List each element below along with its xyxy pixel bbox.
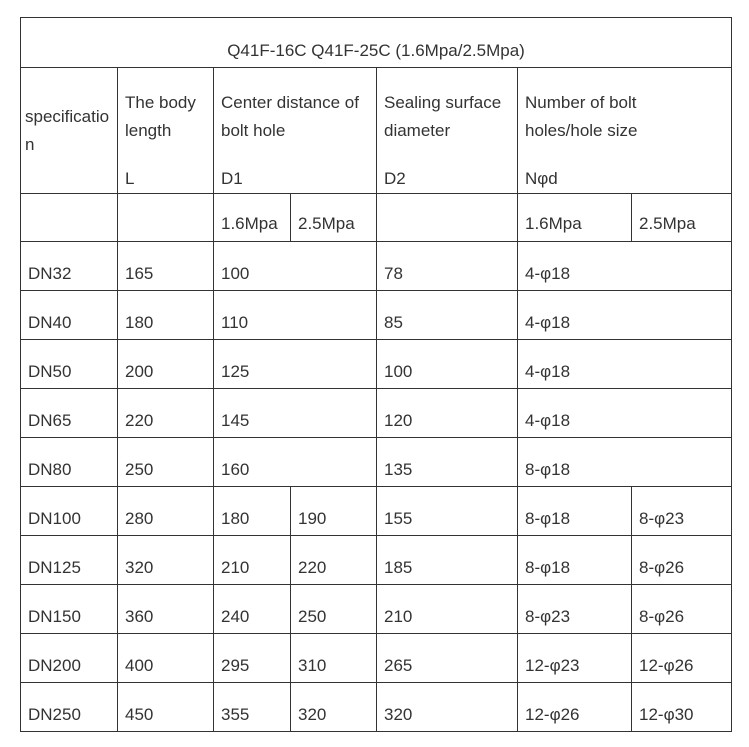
cell-d2: 155 [377,487,518,536]
cell-d1: 145 [214,389,377,438]
cell-d1-25: 250 [291,585,377,634]
cell-d1-16: 180 [214,487,291,536]
cell-d1-25: 190 [291,487,377,536]
cell-bolt-16: 8-φ18 [518,536,632,585]
cell-bolt: 4-φ18 [518,389,732,438]
cell-d1-16: 210 [214,536,291,585]
cell-d2: 185 [377,536,518,585]
cell-d2: 100 [377,340,518,389]
table-row [21,340,732,389]
cell-bolt-25: 8-φ26 [632,585,732,634]
cell-bolt: 8-φ18 [518,438,732,487]
table-row [21,389,732,438]
cell-spec: DN100 [21,487,118,536]
header-body-length [118,68,214,194]
cell-spec: DN40 [21,291,118,340]
subheader-n-25: 2.5Mpa [632,194,732,242]
header-sealing-diameter-symbol: D2 [384,169,406,188]
cell-body-length: 200 [118,340,214,389]
table-row [21,683,732,732]
cell-d1-25: 220 [291,536,377,585]
cell-d1-16: 295 [214,634,291,683]
cell-body-length: 320 [118,536,214,585]
spec-table [20,17,732,732]
cell-d1: 110 [214,291,377,340]
cell-d1: 100 [214,242,377,291]
cell-bolt-25: 12-φ26 [632,634,732,683]
table-row [21,242,732,291]
table-row [21,291,732,340]
cell-bolt-16: 8-φ18 [518,487,632,536]
cell-body-length: 220 [118,389,214,438]
header-bolt-holes [518,68,732,194]
header-row [21,68,732,194]
header-sealing-diameter-label: Sealing surface diameter [384,93,502,140]
header-center-distance [214,68,377,194]
subheader-empty-d2 [377,194,518,242]
header-center-distance-symbol: D1 [221,169,243,188]
cell-body-length: 250 [118,438,214,487]
cell-d1-25: 320 [291,683,377,732]
cell-spec: DN50 [21,340,118,389]
header-bolt-holes-label: Number of bolt holes/hole size [525,93,638,140]
cell-body-length: 165 [118,242,214,291]
cell-d2: 320 [377,683,518,732]
cell-body-length: 400 [118,634,214,683]
cell-bolt-16: 12-φ26 [518,683,632,732]
cell-bolt-16: 12-φ23 [518,634,632,683]
cell-bolt: 4-φ18 [518,291,732,340]
data-rows [21,242,732,732]
table-row [21,536,732,585]
subheader-d1-16: 1.6Mpa [214,194,291,242]
subheader-n-16: 1.6Mpa [518,194,632,242]
cell-d2: 85 [377,291,518,340]
cell-bolt: 4-φ18 [518,340,732,389]
cell-body-length: 360 [118,585,214,634]
header-specification: specification [21,68,118,194]
cell-d2: 120 [377,389,518,438]
header-body-length-label: The body length [125,93,196,140]
cell-bolt-16: 8-φ23 [518,585,632,634]
table-row [21,487,732,536]
cell-spec: DN32 [21,242,118,291]
cell-spec: DN125 [21,536,118,585]
cell-d1-25: 310 [291,634,377,683]
title-row [21,18,732,68]
cell-bolt: 4-φ18 [518,242,732,291]
cell-d2: 78 [377,242,518,291]
cell-spec: DN80 [21,438,118,487]
subheader-empty-spec [21,194,118,242]
cell-spec: DN150 [21,585,118,634]
cell-d2: 265 [377,634,518,683]
header-center-distance-label: Center distance of bolt hole [221,93,359,140]
cell-body-length: 450 [118,683,214,732]
cell-spec: DN200 [21,634,118,683]
subheader-empty-length [118,194,214,242]
cell-bolt-25: 8-φ26 [632,536,732,585]
cell-d1-16: 240 [214,585,291,634]
cell-d2: 135 [377,438,518,487]
table-title: Q41F-16C Q41F-25C (1.6Mpa/2.5Mpa) [21,18,732,68]
cell-bolt-25: 12-φ30 [632,683,732,732]
header-body-length-symbol: L [125,169,135,188]
subheader-row [21,194,732,242]
cell-spec: DN65 [21,389,118,438]
cell-bolt-25: 8-φ23 [632,487,732,536]
cell-d1: 125 [214,340,377,389]
cell-d2: 210 [377,585,518,634]
header-sealing-diameter [377,68,518,194]
table-row [21,634,732,683]
cell-body-length: 280 [118,487,214,536]
cell-body-length: 180 [118,291,214,340]
cell-spec: DN250 [21,683,118,732]
table-row [21,438,732,487]
header-bolt-holes-symbol: Nφd [525,169,558,188]
cell-d1: 160 [214,438,377,487]
subheader-d1-25: 2.5Mpa [291,194,377,242]
table-row [21,585,732,634]
cell-d1-16: 355 [214,683,291,732]
